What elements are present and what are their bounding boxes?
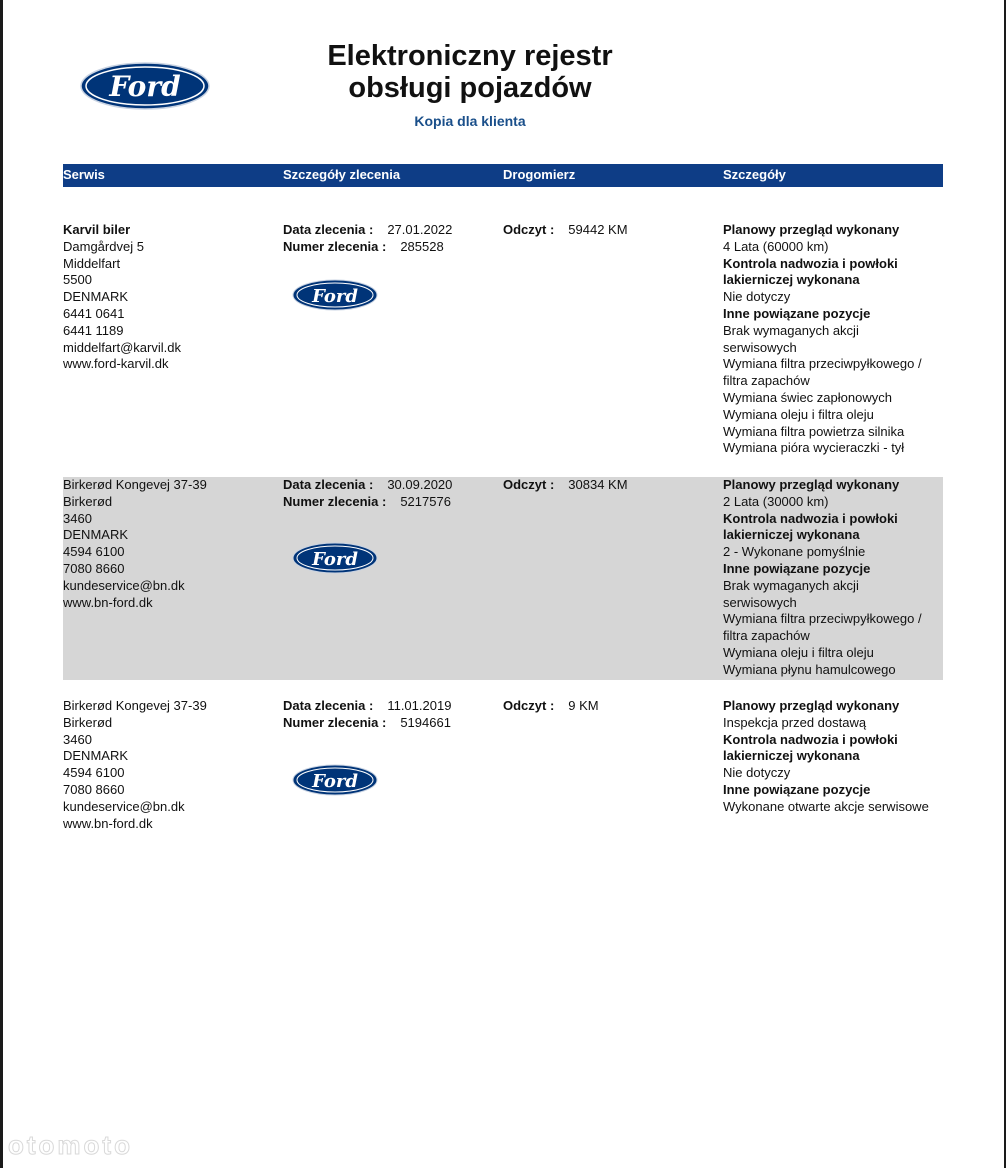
detail-line: 2 - Wykonane pomyślnie bbox=[723, 544, 866, 560]
dealer-line: Birkerød Kongevej 37-39 bbox=[63, 477, 207, 492]
dealer-info bbox=[63, 477, 273, 611]
detail-line: Wymiana płynu hamulcowego bbox=[723, 661, 896, 677]
page-frame-left bbox=[0, 0, 3, 1168]
dealer-line: 6441 1189 bbox=[63, 322, 124, 338]
detail-line: Brak wymaganych akcji bbox=[723, 577, 859, 593]
order-number-label: Numer zlecenia : bbox=[283, 493, 387, 509]
detail-line: serwisowych bbox=[723, 594, 797, 610]
column-header-details: Szczegóły bbox=[723, 167, 786, 182]
detail-line: Nie dotyczy bbox=[723, 289, 791, 305]
detail-line: Inspekcja przed dostawą bbox=[723, 714, 867, 730]
dealer-line: 3460 bbox=[63, 731, 92, 747]
detail-line: Wymiana świec zapłonowych bbox=[723, 389, 892, 405]
ford-logo bbox=[292, 279, 378, 311]
dealer-line: Birkerød bbox=[63, 493, 113, 509]
order-date-value: 11.01.2019 bbox=[387, 698, 452, 713]
order-number-value: 5194661 bbox=[400, 714, 451, 730]
dealer-email: kundeservice@bn.dk bbox=[63, 577, 185, 593]
order-details bbox=[283, 698, 493, 732]
reading-value: 59442 KM bbox=[568, 222, 628, 237]
detail-line: Wymiana pióra wycieraczki - tył bbox=[723, 440, 905, 456]
detail-line: 4 Lata (60000 km) bbox=[723, 238, 829, 254]
odometer-reading bbox=[503, 477, 713, 494]
detail-line: filtra zapachów bbox=[723, 628, 810, 644]
column-header-odometer: Drogomierz bbox=[503, 167, 576, 182]
dealer-line: 7080 8660 bbox=[63, 560, 125, 576]
dealer-line: 4594 6100 bbox=[63, 544, 125, 560]
detail-heading: Inne powiązane pozycje bbox=[723, 560, 871, 576]
table-header bbox=[63, 164, 943, 187]
ford-logo bbox=[292, 542, 378, 574]
detail-line: Wymiana oleju i filtra oleju bbox=[723, 644, 874, 660]
odometer-reading bbox=[503, 698, 713, 715]
ford-logo-text: Ford bbox=[312, 549, 358, 570]
reading-value: 9 KM bbox=[568, 698, 599, 713]
detail-line: Wykonane otwarte akcje serwisowe bbox=[723, 798, 929, 814]
detail-line: Wymiana filtra przeciwpyłkowego / bbox=[723, 356, 922, 372]
service-record bbox=[63, 222, 943, 462]
ford-logo bbox=[292, 764, 378, 796]
reading-value: 30834 KM bbox=[568, 477, 628, 492]
reading-label: Odczyt : bbox=[503, 698, 555, 713]
title-line-1: Elektroniczny rejestr bbox=[327, 40, 613, 72]
order-number-label: Numer zlecenia : bbox=[283, 238, 387, 254]
detail-line: Wymiana oleju i filtra oleju bbox=[723, 406, 874, 422]
odometer-reading bbox=[503, 222, 713, 239]
detail-heading: Planowy przegląd wykonany bbox=[723, 477, 900, 492]
ford-logo bbox=[79, 61, 211, 111]
dealer-website: www.ford-karvil.dk bbox=[63, 356, 169, 372]
detail-heading: Kontrola nadwozia i powłoki bbox=[723, 255, 898, 271]
dealer-email: middelfart@karvil.dk bbox=[63, 339, 181, 355]
detail-line: Wymiana filtra powietrza silnika bbox=[723, 423, 905, 439]
detail-line: filtra zapachów bbox=[723, 373, 810, 389]
dealer-line: DENMARK bbox=[63, 527, 129, 543]
dealer-line: 6441 0641 bbox=[63, 305, 125, 321]
dealer-line: Middelfart bbox=[63, 255, 121, 271]
order-number-label: Numer zlecenia : bbox=[283, 714, 387, 730]
service-details bbox=[723, 477, 943, 679]
dealer-email: kundeservice@bn.dk bbox=[63, 798, 185, 814]
detail-heading: Planowy przegląd wykonany bbox=[723, 222, 900, 237]
column-header-order-details: Szczegóły zlecenia bbox=[283, 167, 401, 182]
detail-heading: Inne powiązane pozycje bbox=[723, 305, 871, 321]
dealer-line: 3460 bbox=[63, 510, 92, 526]
detail-heading: lakierniczej wykonana bbox=[723, 527, 860, 543]
page-subtitle: Kopia dla klienta bbox=[414, 113, 526, 129]
title-line-2: obsługi pojazdów bbox=[348, 72, 592, 104]
service-record bbox=[63, 477, 943, 680]
dealer-line: 5500 bbox=[63, 272, 92, 288]
dealer-line: Birkerød Kongevej 37-39 bbox=[63, 698, 207, 713]
order-date-label: Data zlecenia : bbox=[283, 222, 374, 237]
service-details bbox=[723, 222, 943, 457]
detail-heading: Kontrola nadwozia i powłoki bbox=[723, 731, 898, 747]
order-date-value: 30.09.2020 bbox=[387, 477, 453, 492]
detail-heading: lakierniczej wykonana bbox=[723, 748, 860, 764]
page-title bbox=[300, 40, 640, 104]
order-date-label: Data zlecenia : bbox=[283, 698, 374, 713]
dealer-line: DENMARK bbox=[63, 748, 129, 764]
dealer-website: www.bn-ford.dk bbox=[63, 815, 153, 831]
dealer-line: 4594 6100 bbox=[63, 765, 125, 781]
detail-heading: Kontrola nadwozia i powłoki bbox=[723, 510, 898, 526]
dealer-line: Damgårdvej 5 bbox=[63, 238, 144, 254]
detail-line: 2 Lata (30000 km) bbox=[723, 493, 829, 509]
detail-line: serwisowych bbox=[723, 339, 797, 355]
detail-line: Brak wymaganych akcji bbox=[723, 322, 859, 338]
order-date-value: 27.01.2022 bbox=[387, 222, 453, 237]
order-details bbox=[283, 477, 493, 511]
ford-logo-text: Ford bbox=[312, 286, 358, 307]
column-header-service: Serwis bbox=[63, 167, 105, 182]
detail-heading: Planowy przegląd wykonany bbox=[723, 698, 900, 713]
order-date-label: Data zlecenia : bbox=[283, 477, 374, 492]
dealer-info bbox=[63, 698, 273, 832]
dealer-line: DENMARK bbox=[63, 289, 129, 305]
reading-label: Odczyt : bbox=[503, 477, 555, 492]
dealer-line: Birkerød bbox=[63, 714, 113, 730]
order-number-value: 285528 bbox=[400, 238, 444, 254]
ford-logo-text: Ford bbox=[109, 70, 181, 103]
ford-logo-text: Ford bbox=[312, 771, 358, 792]
service-details bbox=[723, 698, 943, 816]
detail-line: Wymiana filtra przeciwpyłkowego / bbox=[723, 611, 922, 627]
detail-heading: Inne powiązane pozycje bbox=[723, 781, 871, 797]
dealer-info bbox=[63, 222, 273, 373]
order-number-value: 5217576 bbox=[400, 493, 451, 509]
dealer-line: 7080 8660 bbox=[63, 781, 125, 797]
service-record bbox=[63, 698, 943, 838]
detail-heading: lakierniczej wykonana bbox=[723, 272, 860, 288]
dealer-website: www.bn-ford.dk bbox=[63, 594, 153, 610]
watermark: otomoto bbox=[8, 1130, 133, 1160]
order-details bbox=[283, 222, 493, 256]
dealer-line: Karvil biler bbox=[63, 222, 131, 237]
detail-line: Nie dotyczy bbox=[723, 765, 791, 781]
reading-label: Odczyt : bbox=[503, 222, 555, 237]
